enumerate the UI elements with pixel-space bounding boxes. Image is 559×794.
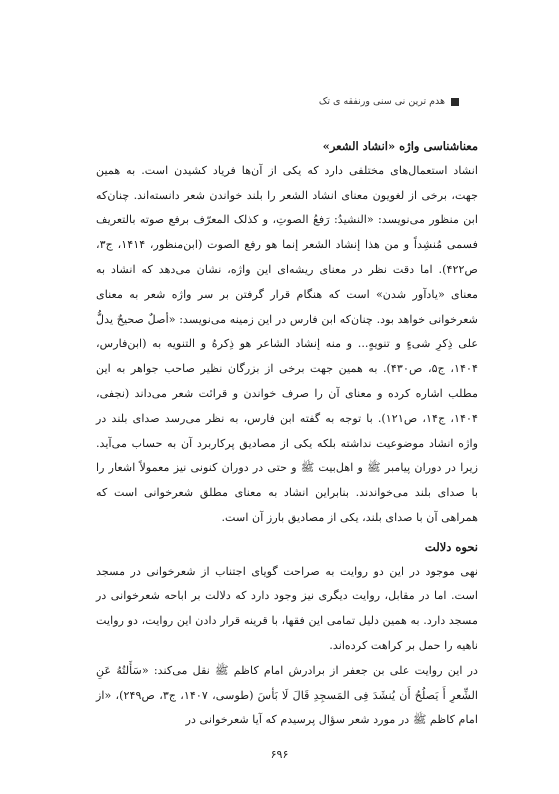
running-head-text: هدم ترین نی سنی ورنفقه ی تک <box>318 96 445 107</box>
running-head <box>319 96 459 107</box>
section-heading-semantics: معناشناسی واژه «انشاد الشعر» <box>322 139 478 153</box>
page-number: ۶۹۶ <box>270 748 289 761</box>
paragraph: انشاد استعمال‌های مختلفی دارد که یکی از آن‌ها فریاد کشیدن است. به همین جهت، برخی از لغویون معنای انشاد الشعر را بلند خواندن شعر دانسته‌اند. چنان‌که ابن منظور می‌نویسد: «النشیدُ: رَفعُ الصوتِ، و کذلک المعرّف برفع صوته بالتعریف فسمی مُنشِداً و من هذا إنشاد الشعر إنما هو رفع الصوت (ابن‌منظور، ۱۴۱۴، ج۳، ص۴۲۲). اما دقت نظر در معنای ریشه‌ای این واژه، نشان می‌دهد که انشاد به معنای «یادآور شدن» است که هنگام قرار گرفتن بر سر واژه شعر به معنای شعرخوانی خواهد بود. چنان‌که ابن فارس در این زمینه می‌نویسد: «أصلٌ صحیحٌ یدلُّ علی ذِکرِ شیءٍ و تنویهٍ... و منه إنشاد الشاعر هو ذِکرهُ و التنویه به (ابن‌فارس، ۱۴۰۴، ج۵، ص۴۳۰). به همین جهت برخی از بزرگان نظیر صاحب جواهر به این مطلب اشاره کرده و معنای آن را صرف خواندن و قرائت شعر می‌داند (نجفی، ۱۴۰۴، ج۱۴، ص۱۲۱). با توجه به گفته ابن فارس، به نظر می‌رسد صدای بلند در واژه انشاد موضوعیت نداشته بلکه یکی از مصادیق پرکاربرد آن به حساب می‌آید. زیرا در دوران پیامبر ﷺ و اهل‌بیت ﷺ و حتی در دوران کنونی نیز معمولاً اشعار را با صدای بلند می‌خواندند. بنابراین انشاد به معنای مطلق شعرخوانی است که همراهی آن با صدای بلند، یکی از مصادیق بارز آن است. <box>96 163 479 524</box>
section-heading-indication: نحوه دلالت <box>424 539 478 554</box>
paragraph: در این روایت علی بن جعفر از برادرش امام کاظم ﷺ نقل می‌کند: «سَأَلتُهُ عَنِ الشِّعرِ أَ یَصلُحُ أَن یُنشَدَ فِی المَسجِدِ قَالَ لَا بَأسَ (طوسی، ۱۴۰۷، ج۳، ص۲۴۹)، «از امام کاظم ﷺ در مورد شعر سؤال پرسیدم که آیا شعرخوانی در <box>96 663 479 727</box>
page-body <box>96 134 478 733</box>
paragraph: نهی موجود در این دو روایت به صراحت گویای اجتناب از شعرخوانی در مسجد است. اما در مقابل، روایت دیگری نیز وجود دارد که دلالت بر اباحه شعرخوانی در مسجد دارد. به همین دلیل تمامی این فقها، با قرینه قرار دادن این روایت، دو روایت ناهیه را حمل بر کراهت کرده‌اند. <box>96 564 478 652</box>
square-bullet-icon <box>451 98 459 106</box>
